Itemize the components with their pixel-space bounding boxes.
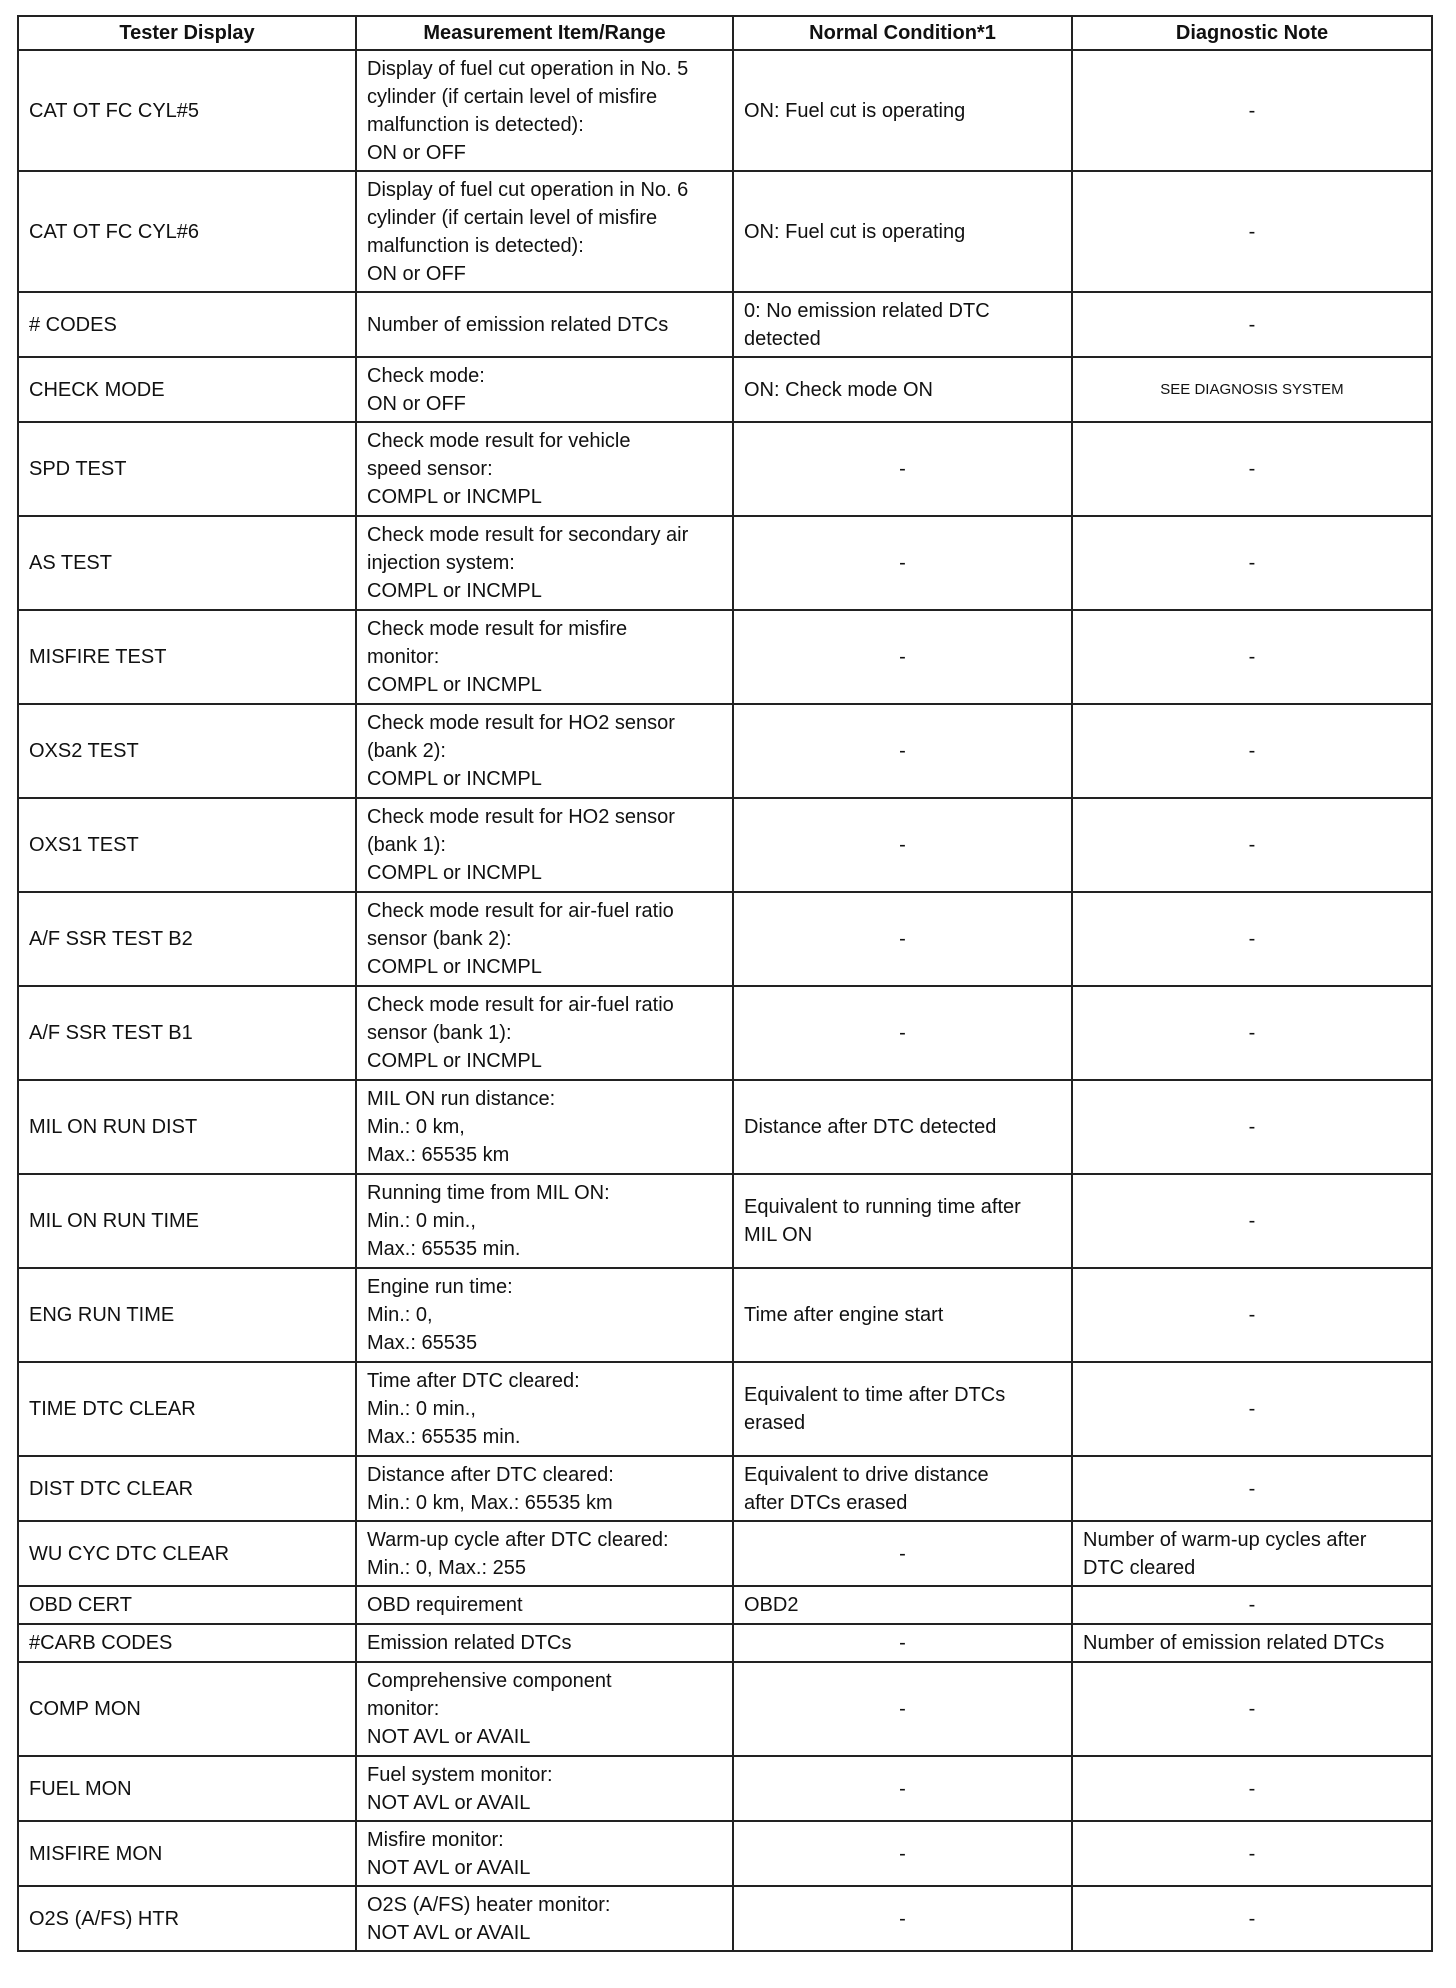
- measurement-item-cell: Emission related DTCs: [356, 1624, 733, 1662]
- tester-display-cell: # CODES: [18, 292, 356, 357]
- normal-condition-cell: -: [733, 610, 1072, 704]
- measurement-item-cell: Fuel system monitor: NOT AVL or AVAIL: [356, 1756, 733, 1821]
- measurement-item-cell: Check mode result for air-fuel ratio sensor (bank 1): COMPL or INCMPL: [356, 986, 733, 1080]
- table-row: [18, 1174, 1432, 1268]
- table-row: [18, 610, 1432, 704]
- normal-condition-cell: Time after engine start: [733, 1268, 1072, 1362]
- measurement-item-cell: MIL ON run distance: Min.: 0 km, Max.: 65535 km: [356, 1080, 733, 1174]
- diagnostic-note-cell: -: [1072, 1174, 1432, 1268]
- tester-display-cell: OXS2 TEST: [18, 704, 356, 798]
- header-diagnostic-note: Diagnostic Note: [1072, 16, 1432, 50]
- diagnostic-note-cell: Number of emission related DTCs: [1072, 1624, 1432, 1662]
- diagnostic-note-cell: -: [1072, 1886, 1432, 1951]
- table-row: [18, 422, 1432, 516]
- measurement-item-cell: Engine run time: Min.: 0, Max.: 65535: [356, 1268, 733, 1362]
- tester-display-cell: DIST DTC CLEAR: [18, 1456, 356, 1521]
- tester-display-cell: MIL ON RUN TIME: [18, 1174, 356, 1268]
- diagnostic-note-cell: -: [1072, 422, 1432, 516]
- tester-display-cell: MISFIRE MON: [18, 1821, 356, 1886]
- normal-condition-cell: ON: Fuel cut is operating: [733, 50, 1072, 171]
- tester-display-cell: MISFIRE TEST: [18, 610, 356, 704]
- normal-condition-cell: -: [733, 1756, 1072, 1821]
- header-tester-display: Tester Display: [18, 16, 356, 50]
- measurement-item-cell: Misfire monitor: NOT AVL or AVAIL: [356, 1821, 733, 1886]
- normal-condition-cell: -: [733, 1521, 1072, 1586]
- tester-display-cell: TIME DTC CLEAR: [18, 1362, 356, 1456]
- measurement-item-cell: Check mode result for HO2 sensor (bank 1): COMPL or INCMPL: [356, 798, 733, 892]
- normal-condition-cell: Distance after DTC detected: [733, 1080, 1072, 1174]
- normal-condition-cell: ON: Fuel cut is operating: [733, 171, 1072, 292]
- diagnostic-note-cell: -: [1072, 292, 1432, 357]
- tester-display-cell: A/F SSR TEST B1: [18, 986, 356, 1080]
- normal-condition-cell: ON: Check mode ON: [733, 357, 1072, 422]
- diagnostic-note-cell: -: [1072, 1662, 1432, 1756]
- measurement-item-cell: Distance after DTC cleared: Min.: 0 km, Max.: 65535 km: [356, 1456, 733, 1521]
- table-row: [18, 704, 1432, 798]
- tester-display-cell: CHECK MODE: [18, 357, 356, 422]
- normal-condition-cell: -: [733, 422, 1072, 516]
- measurement-item-cell: Display of fuel cut operation in No. 5 cylinder (if certain level of misfire malfunction is detected): ON or OFF: [356, 50, 733, 171]
- tester-display-cell: OXS1 TEST: [18, 798, 356, 892]
- tester-display-cell: CAT OT FC CYL#5: [18, 50, 356, 171]
- diagnostic-note-cell: -: [1072, 1586, 1432, 1624]
- tester-display-cell: CAT OT FC CYL#6: [18, 171, 356, 292]
- header-measurement-item: Measurement Item/Range: [356, 16, 733, 50]
- diagnostic-note-cell: -: [1072, 1080, 1432, 1174]
- diagnostic-note-cell: -: [1072, 704, 1432, 798]
- table-row: [18, 1521, 1432, 1586]
- table-row: [18, 1268, 1432, 1362]
- measurement-item-cell: Warm-up cycle after DTC cleared: Min.: 0, Max.: 255: [356, 1521, 733, 1586]
- table-row: [18, 292, 1432, 357]
- normal-condition-cell: -: [733, 1624, 1072, 1662]
- tester-display-cell: SPD TEST: [18, 422, 356, 516]
- normal-condition-cell: Equivalent to running time after MIL ON: [733, 1174, 1072, 1268]
- normal-condition-cell: Equivalent to time after DTCs erased: [733, 1362, 1072, 1456]
- table-row: [18, 1624, 1432, 1662]
- diagnostic-note-cell: -: [1072, 610, 1432, 704]
- diagnostic-note-cell: -: [1072, 1268, 1432, 1362]
- table-row: [18, 892, 1432, 986]
- table-row: [18, 1886, 1432, 1951]
- tester-display-cell: #CARB CODES: [18, 1624, 356, 1662]
- normal-condition-cell: -: [733, 798, 1072, 892]
- tester-display-cell: COMP MON: [18, 1662, 356, 1756]
- diagnostic-note-cell: -: [1072, 892, 1432, 986]
- measurement-item-cell: Time after DTC cleared: Min.: 0 min., Max.: 65535 min.: [356, 1362, 733, 1456]
- normal-condition-cell: -: [733, 704, 1072, 798]
- diagnostic-note-cell: SEE DIAGNOSIS SYSTEM: [1072, 357, 1432, 422]
- measurement-item-cell: Check mode: ON or OFF: [356, 357, 733, 422]
- measurement-item-cell: O2S (A/FS) heater monitor: NOT AVL or AVAIL: [356, 1886, 733, 1951]
- table-row: [18, 1821, 1432, 1886]
- tester-display-cell: OBD CERT: [18, 1586, 356, 1624]
- normal-condition-cell: -: [733, 516, 1072, 610]
- table-row: [18, 986, 1432, 1080]
- tester-display-cell: AS TEST: [18, 516, 356, 610]
- diagnostic-note-cell: -: [1072, 986, 1432, 1080]
- normal-condition-cell: -: [733, 1886, 1072, 1951]
- data-list-table: [17, 15, 1433, 1952]
- diagnostic-note-cell: -: [1072, 516, 1432, 610]
- tester-display-cell: ENG RUN TIME: [18, 1268, 356, 1362]
- diagnostic-note-cell: -: [1072, 1456, 1432, 1521]
- diagnostic-note-cell: -: [1072, 1821, 1432, 1886]
- measurement-item-cell: OBD requirement: [356, 1586, 733, 1624]
- normal-condition-cell: -: [733, 986, 1072, 1080]
- table-row: [18, 50, 1432, 171]
- tester-display-cell: WU CYC DTC CLEAR: [18, 1521, 356, 1586]
- diagnostic-note-cell: -: [1072, 798, 1432, 892]
- tester-display-cell: O2S (A/FS) HTR: [18, 1886, 356, 1951]
- table-row: [18, 171, 1432, 292]
- measurement-item-cell: Check mode result for air-fuel ratio sensor (bank 2): COMPL or INCMPL: [356, 892, 733, 986]
- table-row: [18, 357, 1432, 422]
- diagnostic-note-cell: -: [1072, 1362, 1432, 1456]
- measurement-item-cell: Number of emission related DTCs: [356, 292, 733, 357]
- header-normal-condition: Normal Condition*1: [733, 16, 1072, 50]
- measurement-item-cell: Check mode result for HO2 sensor (bank 2): COMPL or INCMPL: [356, 704, 733, 798]
- measurement-item-cell: Check mode result for secondary air injection system: COMPL or INCMPL: [356, 516, 733, 610]
- table-row: [18, 1756, 1432, 1821]
- table-row: [18, 1456, 1432, 1521]
- normal-condition-cell: -: [733, 1662, 1072, 1756]
- tester-display-cell: MIL ON RUN DIST: [18, 1080, 356, 1174]
- document-page: [17, 15, 1431, 1952]
- normal-condition-cell: Equivalent to drive distance after DTCs erased: [733, 1456, 1072, 1521]
- diagnostic-note-cell: -: [1072, 1756, 1432, 1821]
- measurement-item-cell: Check mode result for vehicle speed sensor: COMPL or INCMPL: [356, 422, 733, 516]
- tester-display-cell: A/F SSR TEST B2: [18, 892, 356, 986]
- measurement-item-cell: Running time from MIL ON: Min.: 0 min., Max.: 65535 min.: [356, 1174, 733, 1268]
- diagnostic-note-cell: -: [1072, 50, 1432, 171]
- table-row: [18, 516, 1432, 610]
- table-row: [18, 1662, 1432, 1756]
- table-row: [18, 1362, 1432, 1456]
- diagnostic-note-cell: -: [1072, 171, 1432, 292]
- table-row: [18, 1586, 1432, 1624]
- normal-condition-cell: -: [733, 892, 1072, 986]
- diagnostic-note-cell: Number of warm-up cycles after DTC cleared: [1072, 1521, 1432, 1586]
- table-row: [18, 1080, 1432, 1174]
- normal-condition-cell: -: [733, 1821, 1072, 1886]
- table-row: [18, 798, 1432, 892]
- table-header-row: [18, 16, 1432, 50]
- measurement-item-cell: Display of fuel cut operation in No. 6 cylinder (if certain level of misfire malfunction is detected): ON or OFF: [356, 171, 733, 292]
- measurement-item-cell: Check mode result for misfire monitor: COMPL or INCMPL: [356, 610, 733, 704]
- normal-condition-cell: OBD2: [733, 1586, 1072, 1624]
- measurement-item-cell: Comprehensive component monitor: NOT AVL or AVAIL: [356, 1662, 733, 1756]
- tester-display-cell: FUEL MON: [18, 1756, 356, 1821]
- normal-condition-cell: 0: No emission related DTC detected: [733, 292, 1072, 357]
